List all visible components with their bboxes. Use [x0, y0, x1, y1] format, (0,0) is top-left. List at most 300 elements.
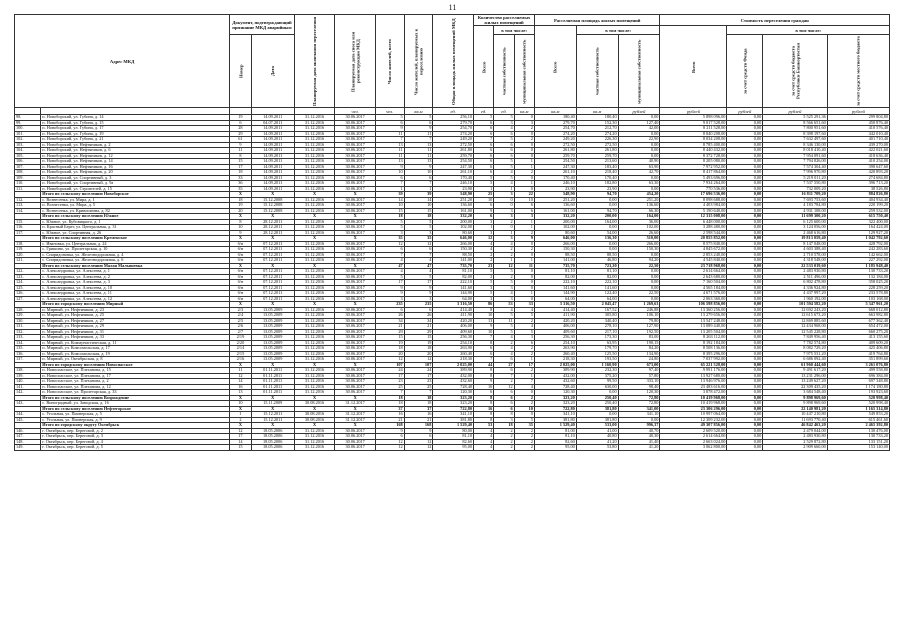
table-cell: 31.12.2016	[294, 269, 335, 275]
table-cell: 30.06.2017	[335, 247, 376, 253]
table-cell: 2/5	[230, 318, 252, 324]
row-number-cell: 141.	[15, 384, 41, 390]
table-cell: 141,60	[576, 285, 618, 291]
table-cell: 0,00	[727, 428, 763, 434]
table-cell: 4	[474, 439, 494, 445]
table-cell: 6	[474, 351, 494, 357]
table-cell: 2/14	[230, 346, 252, 352]
table-cell: X	[230, 236, 252, 242]
table-cell: 9	[514, 236, 534, 242]
table-cell: 5	[474, 115, 494, 121]
table-cell: 2/19	[230, 335, 252, 341]
table-cell: 07.12.2011	[251, 241, 294, 247]
table-cell: 0	[514, 142, 534, 148]
table-cell: 31.12.2016	[294, 241, 335, 247]
table-cell: 31.12.2016	[294, 445, 335, 451]
table-cell: 28.12.2011	[251, 219, 294, 225]
header-count-private: частная собственность	[494, 35, 514, 108]
unit-cell: ед.	[474, 108, 494, 115]
table-cell: 1	[404, 186, 433, 192]
table-cell: 30.06.2017	[335, 230, 376, 236]
table-cell: 63,95	[576, 340, 618, 346]
table-cell: 3	[375, 296, 404, 302]
table-cell: 31.12.2016	[294, 126, 335, 132]
table-cell: 180,40	[576, 115, 618, 121]
table-cell: 0,00	[727, 379, 763, 385]
table-cell: 0,00	[618, 285, 660, 291]
table-cell: 428 792,00	[827, 241, 889, 247]
table-cell: 299 804,80	[827, 115, 889, 121]
table-cell: 31.12.2016	[294, 340, 335, 346]
table-cell: 30.06.2017	[335, 137, 376, 143]
header-area-incl: в том числе:	[576, 26, 660, 35]
table-cell: 2	[514, 368, 534, 374]
row-number-cell: 131.	[15, 324, 41, 330]
table-cell: X	[230, 395, 252, 401]
table-cell: 8	[230, 219, 252, 225]
table-cell: 97,40	[618, 368, 660, 374]
table-cell: 5 190 640,00	[660, 208, 727, 214]
table-cell: 6	[474, 346, 494, 352]
table-cell: 33	[514, 302, 534, 308]
table-cell: 5	[375, 225, 404, 231]
table-cell: 5	[514, 313, 534, 319]
table-cell: 3 684 548,40	[763, 390, 828, 396]
table-cell: 9	[230, 142, 252, 148]
table-cell: 2 465 392,80	[827, 423, 889, 429]
table-cell: 6	[494, 148, 514, 154]
table-cell: 351 899,60	[827, 357, 889, 363]
table-cell: 2 614 664,00	[660, 434, 727, 440]
table-cell: 228 259,20	[827, 285, 889, 291]
table-cell: 30.06.2017	[335, 159, 376, 165]
table-cell: 17 696 536,00	[660, 192, 727, 198]
table-cell: 615 750,40	[827, 214, 889, 220]
table-cell: 260,40	[433, 351, 474, 357]
row-number-cell: 125.	[15, 285, 41, 291]
table-cell: 1 960 192,00	[763, 296, 828, 302]
table-cell: 22,50	[618, 263, 660, 269]
table-cell: 82,00	[576, 274, 618, 280]
table-cell: 49 307 856,00	[660, 423, 727, 429]
table-cell: 31.12.2016	[294, 175, 335, 181]
page-number: 11	[448, 3, 457, 12]
table-cell: 10	[474, 313, 494, 319]
table-cell: 0,00	[727, 170, 763, 176]
table-cell: 2 710 578,00	[763, 252, 828, 258]
table-cell: 30.06.2017	[335, 346, 376, 352]
table-cell: 16	[474, 384, 494, 390]
table-cell: 0,00	[618, 252, 660, 258]
row-number-cell: 133.	[15, 335, 41, 341]
table-cell: 23 718 968,00	[660, 263, 727, 269]
table-cell: 227 292,00	[827, 258, 889, 264]
table-cell: 04.07.2011	[251, 120, 294, 126]
table-cell: 12	[230, 428, 252, 434]
table-cell: 2	[514, 401, 534, 407]
table-cell: 375,20	[576, 373, 618, 379]
table-cell: 2	[494, 252, 514, 258]
address-cell: с. Ивановка, ул. Центральная, д. 24	[41, 241, 230, 247]
table-cell: 18	[375, 395, 404, 401]
table-cell: 120,30	[534, 390, 576, 396]
table-cell: 41,20	[576, 439, 618, 445]
table-cell: 0,00	[727, 186, 763, 192]
table-cell: 272,50	[576, 142, 618, 148]
table-cell: 167,52	[576, 307, 618, 313]
table-cell: 411,90	[433, 313, 474, 319]
row-number-cell: 104.	[15, 148, 41, 154]
table-cell: X	[335, 395, 376, 401]
header-cost-group: Стоимость переселения граждан	[660, 15, 890, 26]
table-cell: 07.12.2011	[251, 252, 294, 258]
table-cell: 21	[375, 324, 404, 330]
table-cell: 0,00	[727, 142, 763, 148]
table-cell: 4	[494, 351, 514, 357]
table-cell: X	[230, 263, 252, 269]
table-cell: 30.06.2017	[335, 445, 376, 451]
address-cell: п. Новоборский, ул. Нефтяников, д. 20	[41, 170, 230, 176]
table-cell: 24	[375, 368, 404, 374]
table-cell: 12	[494, 263, 514, 269]
table-cell: 254,70	[534, 126, 576, 132]
table-cell: 81,10	[534, 269, 576, 275]
table-cell: 0	[514, 175, 534, 181]
table-cell: 6	[494, 390, 514, 396]
table-cell: 3	[514, 120, 534, 126]
table-cell: 0,00	[727, 197, 763, 203]
table-cell: 3	[474, 296, 494, 302]
address-cell: с. Александровка, ул. Алексеева, д. 1	[41, 269, 230, 275]
table-cell: 9	[404, 164, 433, 170]
table-cell: 20 855 852,00	[660, 236, 727, 242]
table-cell: 218,40	[576, 170, 618, 176]
table-cell: 101 594 582,20	[763, 302, 828, 308]
table-cell: 200,00	[433, 219, 474, 225]
table-cell: 31.12.2016	[294, 131, 335, 137]
table-cell: 82,00	[433, 274, 474, 280]
table-cell: 520 998,40	[827, 401, 889, 407]
table-cell: 663 982,80	[827, 313, 889, 319]
table-cell: 47	[404, 263, 433, 269]
table-cell: 8 440 432,00	[660, 148, 727, 154]
address-cell: с. Южное, ул. Спортивная, д. 26	[41, 230, 230, 236]
table-cell: 15	[230, 445, 252, 451]
table-cell: 5	[494, 329, 514, 335]
table-cell: X	[294, 263, 335, 269]
unit-cell	[230, 108, 252, 115]
table-cell: 0,00	[727, 412, 763, 418]
table-cell: 31.12.2016	[294, 296, 335, 302]
table-cell: 10	[404, 170, 433, 176]
table-cell: 0,00	[727, 241, 763, 247]
table-cell: 12	[230, 373, 252, 379]
table-cell: 420 893,20	[827, 170, 889, 176]
table-cell: 246,10	[534, 181, 576, 187]
table-cell: 15.12.2011	[251, 417, 294, 423]
row-number-cell: 118.	[15, 241, 41, 247]
table-cell: 5	[474, 181, 494, 187]
table-cell: 2 643 680,00	[660, 274, 727, 280]
table-cell: 323,20	[534, 401, 576, 407]
table-cell: 6	[474, 390, 494, 396]
table-cell: 30.06.2017	[335, 329, 376, 335]
table-cell: 72,80	[618, 401, 660, 407]
table-cell: 254,10	[433, 340, 474, 346]
table-cell: 31.12.2016	[294, 247, 335, 253]
header-document: Документ, подтверждающий признание МКД аварийным	[230, 15, 295, 35]
address-cell: с. Виноградный, ул. Заводская, д. 16	[41, 401, 230, 407]
table-cell: 3	[494, 417, 514, 423]
table-cell: 0,00	[618, 142, 660, 148]
table-cell: 0,00	[727, 346, 763, 352]
table-cell: 30.06.2017	[335, 208, 376, 214]
table-cell: X	[294, 192, 335, 198]
row-number-cell: 149.	[15, 445, 41, 451]
table-cell: 4	[494, 291, 514, 297]
table-cell: 5	[474, 269, 494, 275]
row-number-cell: 116.	[15, 225, 41, 231]
table-cell: 5	[494, 115, 514, 121]
table-cell: 0,00	[727, 230, 763, 236]
table-cell: 2	[514, 346, 534, 352]
table-cell: 14	[230, 379, 252, 385]
table-cell: 30.06.2017	[335, 115, 376, 121]
table-cell: X	[230, 302, 252, 308]
table-cell: 82,60	[433, 439, 474, 445]
table-cell: 35	[375, 236, 404, 242]
table-cell: 31.12.2016	[294, 390, 335, 396]
table-cell: 8	[474, 307, 494, 313]
table-cell: 46,80	[576, 258, 618, 264]
table-cell: 15.11.2009	[251, 401, 294, 407]
table-cell: 884 826,80	[827, 192, 889, 198]
table-cell: X	[335, 236, 376, 242]
row-number-cell: 122.	[15, 269, 41, 275]
table-cell: 0,00	[727, 148, 763, 154]
table-cell: 233 578,80	[827, 291, 889, 297]
table-cell: 0,00	[727, 384, 763, 390]
table-cell: 134,90	[618, 351, 660, 357]
table-cell: 1 160,90	[576, 362, 618, 368]
address-cell: п. Новоспасское, ул. Плеханова, д. 15	[41, 368, 230, 374]
table-cell: 1	[514, 181, 534, 187]
table-cell: 1	[375, 186, 404, 192]
row-number-cell: 134.	[15, 340, 41, 346]
table-cell: 30.06.2017	[335, 148, 376, 154]
table-cell: 30.06.2017	[335, 153, 376, 159]
table-cell: 65 221 528,00	[660, 362, 727, 368]
table-cell: X	[335, 214, 376, 220]
table-cell: 136,60	[534, 203, 576, 209]
table-cell: 0,00	[618, 153, 660, 159]
address-cell: п. Новоборский, ул. Нефтяников, д. 14	[41, 159, 230, 165]
table-cell: 44	[474, 362, 494, 368]
table-cell: 182,80	[576, 181, 618, 187]
row-number-cell: 106.	[15, 159, 41, 165]
row-number-cell: 139.	[15, 373, 41, 379]
table-cell: 12 315 008,00	[660, 214, 727, 220]
table-cell: 263,90	[534, 346, 576, 352]
address-cell: п. Мирный, ул. Коммунистическая, д. 11	[41, 340, 230, 346]
table-cell: 12	[375, 445, 404, 451]
table-cell: 1 174 180,80	[827, 384, 889, 390]
table-cell: 323,20	[534, 395, 576, 401]
table-cell: 7 934 264,00	[660, 181, 727, 187]
table-cell: 2	[494, 439, 514, 445]
table-cell: 16	[404, 412, 433, 418]
table-cell: 4 671 576,00	[660, 291, 727, 297]
table-cell: 5 219 011,20	[763, 175, 828, 181]
table-cell: 0,00	[727, 434, 763, 440]
table-cell: 0,00	[727, 285, 763, 291]
table-cell: 5	[494, 164, 514, 170]
table-cell: 6	[494, 142, 514, 148]
table-cell: 10	[230, 401, 252, 407]
table-cell: 389,90	[534, 368, 576, 374]
table-cell: 81,10	[576, 269, 618, 275]
table-cell: 6	[375, 307, 404, 313]
resettlement-table	[14, 14, 890, 451]
table-cell: 0,00	[727, 296, 763, 302]
table-cell: 8 098 688,00	[660, 197, 727, 203]
table-cell: 18	[375, 214, 404, 220]
unit-cell: кв.м	[404, 108, 433, 115]
table-cell: 23	[404, 379, 433, 385]
table-cell: 6	[494, 406, 514, 412]
table-cell: 13.05.2009	[251, 313, 294, 319]
table-cell: 8 508 136,00	[660, 346, 727, 352]
table-cell: 17	[514, 362, 534, 368]
table-cell: 15	[375, 335, 404, 341]
table-cell: 18	[375, 346, 404, 352]
table-cell: 31.12.2016	[294, 357, 335, 363]
table-cell: 996,37	[618, 423, 660, 429]
table-cell: 5	[404, 115, 433, 121]
table-cell: 179,70	[576, 346, 618, 352]
table-cell: 274 684,80	[827, 175, 889, 181]
table-cell: 1 269,63	[618, 302, 660, 308]
header-total-area: Общая площадь жилых помещений МКД	[433, 15, 474, 108]
table-cell: 07.12.2011	[251, 280, 294, 286]
table-cell: 3 124 056,00	[763, 225, 828, 231]
table-cell: 0,00	[727, 252, 763, 258]
table-cell: 1 165 314,80	[827, 406, 889, 412]
table-cell: 5 347 961,20	[827, 302, 889, 308]
table-cell: 21	[404, 324, 433, 330]
table-cell: 1	[514, 357, 534, 363]
table-cell: 01.11.2011	[251, 390, 294, 396]
table-cell: 279,70	[534, 120, 576, 126]
table-cell: X	[294, 395, 335, 401]
table-cell: X	[251, 236, 294, 242]
table-cell: 193,50	[576, 357, 618, 363]
table-cell: 14.09.2011	[251, 164, 294, 170]
table-cell: 07.12.2011	[251, 274, 294, 280]
table-cell: 5	[494, 137, 514, 143]
table-cell: 6 448 000,00	[660, 219, 727, 225]
table-cell: 30.06.2017	[335, 203, 376, 209]
table-cell: 34	[404, 318, 433, 324]
header-address: Адрес МКД	[15, 15, 230, 108]
table-cell: 30.06.2017	[335, 285, 376, 291]
table-cell: X	[251, 423, 294, 429]
units-row	[15, 108, 890, 115]
table-cell: 260,40	[534, 351, 576, 357]
table-cell: 88,50	[433, 252, 474, 258]
table-cell: 8 395 296,00	[660, 351, 727, 357]
table-cell: 27	[494, 362, 514, 368]
table-cell: 7	[375, 252, 404, 258]
table-cell: 2 479 044,00	[763, 428, 828, 434]
table-cell: 88,50	[534, 252, 576, 258]
table-cell: 0,00	[727, 291, 763, 297]
table-cell: 9	[375, 164, 404, 170]
unit-cell: рублей	[727, 108, 763, 115]
table-cell: 183,40	[576, 164, 618, 170]
header-doc-number: Номер	[230, 35, 252, 108]
table-cell: 30.06.2017	[335, 252, 376, 258]
table-cell: 7	[514, 379, 534, 385]
table-cell: 13	[375, 142, 404, 148]
table-cell: 6	[375, 120, 404, 126]
table-cell: 18	[230, 197, 252, 203]
table-cell: 1	[514, 225, 534, 231]
table-cell: 13.05.2009	[251, 346, 294, 352]
table-cell: 2 909 660,00	[763, 445, 828, 451]
table-cell: 3	[474, 219, 494, 225]
table-cell: 3	[494, 214, 514, 220]
row-number-cell: 132.	[15, 329, 41, 335]
table-cell: 6	[474, 142, 494, 148]
table-cell: 0,00	[727, 373, 763, 379]
table-cell: 341,10	[618, 412, 660, 418]
table-cell: 136,60	[433, 203, 474, 209]
table-cell: X	[294, 406, 335, 412]
table-cell: 34	[375, 318, 404, 324]
table-cell: 127,90	[618, 324, 660, 330]
table-cell: 2/16	[230, 357, 252, 363]
table-cell: 0	[514, 186, 534, 192]
table-cell: 3	[514, 214, 534, 220]
address-cell: с. Южное, ул. Кубовицкого, д. 1	[41, 219, 230, 225]
table-cell: X	[294, 214, 335, 220]
table-cell: 31.12.2017	[335, 417, 376, 423]
table-cell: 1	[514, 164, 534, 170]
table-cell: 107	[375, 362, 404, 368]
table-cell: 132 184,00	[827, 274, 889, 280]
table-cell: X	[251, 302, 294, 308]
table-cell: 0	[514, 241, 534, 247]
table-cell: 0,00	[727, 126, 763, 132]
table-cell: 64,00	[433, 296, 474, 302]
table-cell: 26,60	[618, 230, 660, 236]
table-cell: 12 692 243,20	[763, 307, 828, 313]
table-cell: 0,00	[727, 214, 763, 220]
table-cell: 247,30	[433, 164, 474, 170]
unit-cell: кв.м	[514, 108, 534, 115]
table-cell: 28.12.2011	[251, 225, 294, 231]
table-cell: 31.12.2016	[294, 439, 335, 445]
table-cell: 3	[494, 120, 514, 126]
table-cell: 12 869 885,60	[763, 318, 828, 324]
table-cell: 0,00	[727, 357, 763, 363]
table-cell: 10	[474, 329, 494, 335]
table-cell: 41,40	[618, 439, 660, 445]
table-cell: 0,00	[727, 269, 763, 275]
table-cell: 6	[404, 434, 433, 440]
table-cell: 222,10	[534, 280, 576, 286]
